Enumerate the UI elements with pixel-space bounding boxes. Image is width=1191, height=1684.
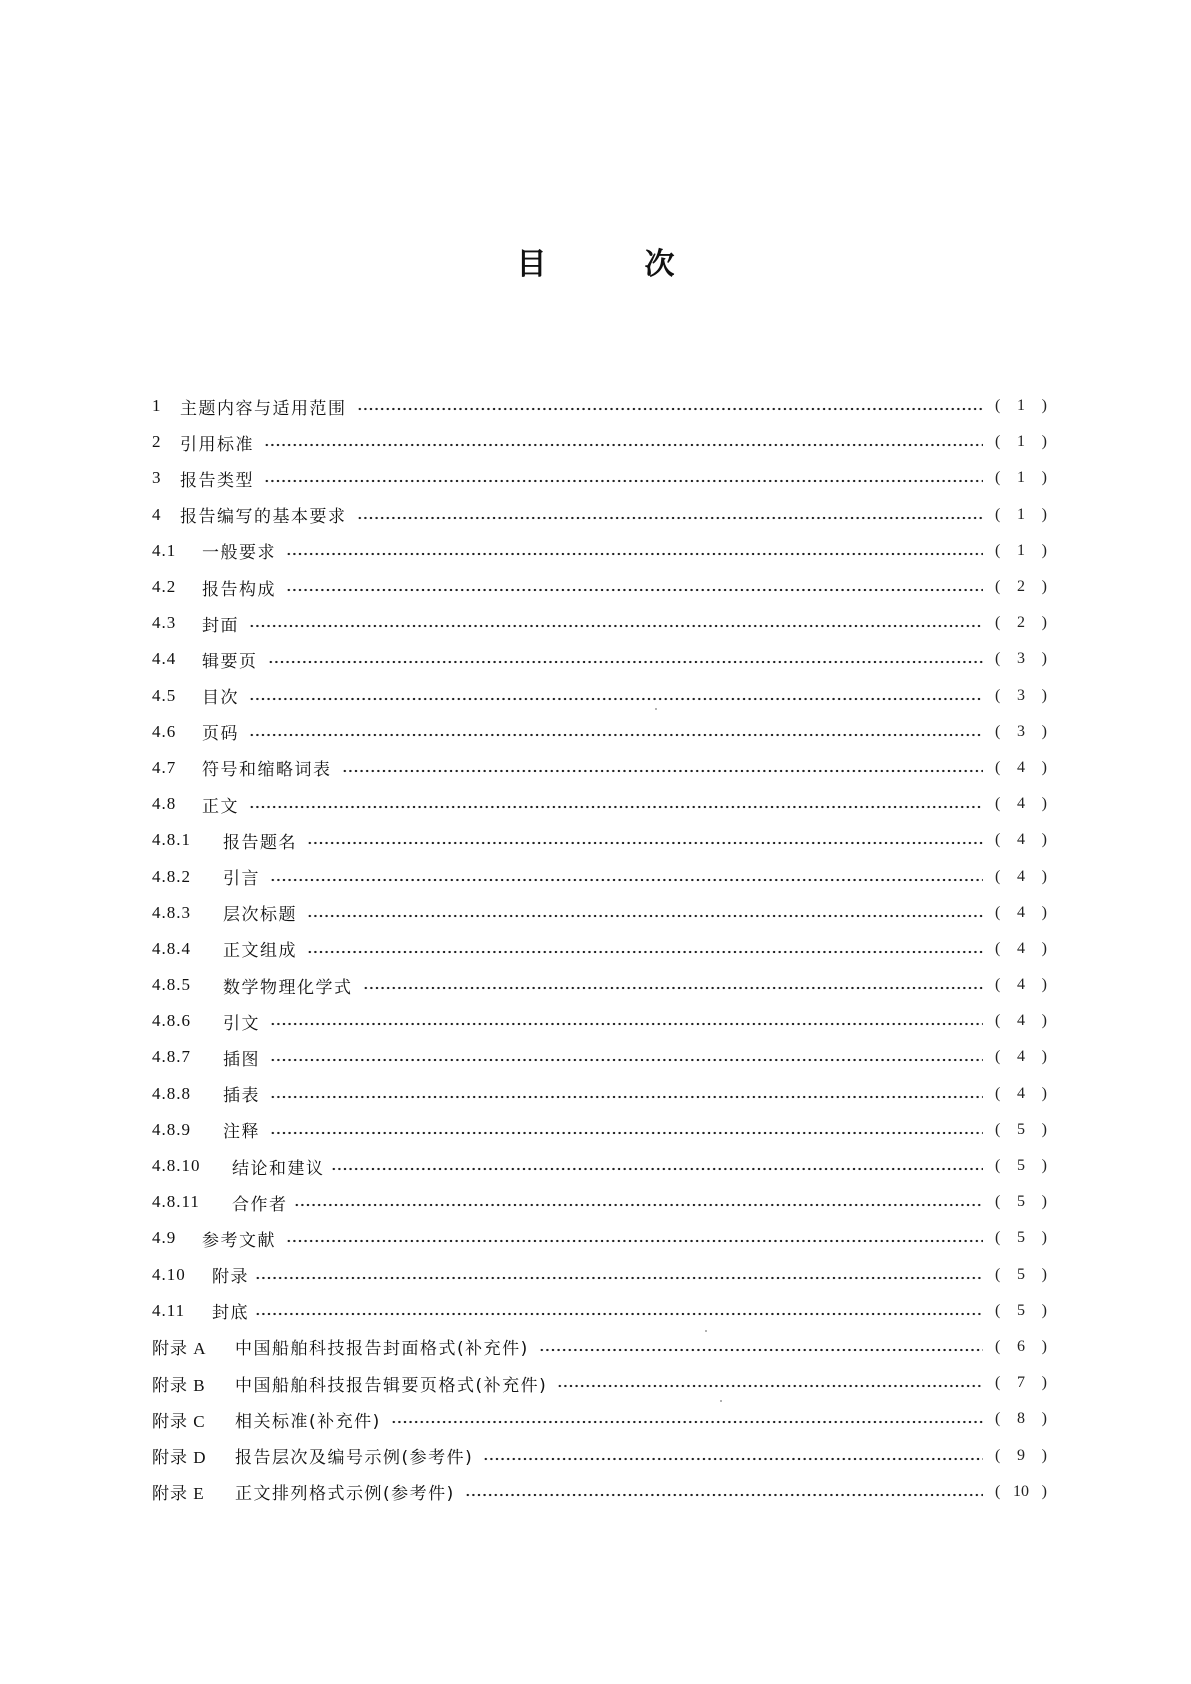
toc-entry-number: 4.2 <box>152 577 177 597</box>
toc-entry-label[interactable]: 报告构成 <box>202 579 276 600</box>
page-number: 4 <box>1017 1048 1025 1066</box>
page-paren-close: ) <box>1041 1446 1047 1464</box>
page-paren-close: ) <box>1041 469 1047 487</box>
toc-entry-label[interactable]: 报告类型 <box>180 470 254 491</box>
toc-entry-label[interactable]: 结论和建议 <box>232 1158 325 1179</box>
toc-entry-page <box>995 904 1047 922</box>
toc-entry[interactable] <box>152 424 1047 460</box>
toc-entry-page <box>995 1266 1047 1284</box>
scan-speck <box>705 1330 707 1332</box>
toc-entry-label[interactable]: 引用标准 <box>180 434 254 455</box>
page-number: 3 <box>1017 686 1025 704</box>
toc-entry-label[interactable]: 辑要页 <box>202 651 258 672</box>
toc-entry-page <box>995 1012 1047 1030</box>
toc-entry[interactable] <box>152 931 1047 967</box>
dot-leader <box>270 1094 983 1100</box>
toc-entry-page <box>995 1085 1047 1103</box>
page-number: 3 <box>1017 722 1025 740</box>
title-char-2: 次 <box>644 247 675 282</box>
page-paren-close: ) <box>1041 1410 1047 1428</box>
dot-leader <box>357 406 984 412</box>
toc-entry[interactable] <box>152 1148 1047 1184</box>
dot-leader <box>249 732 983 738</box>
table-of-contents <box>152 388 1047 1510</box>
toc-entry-number: 4.8.7 <box>152 1047 191 1067</box>
toc-entry-number: 4.1 <box>152 540 177 560</box>
page-paren-open: ( <box>995 795 1001 813</box>
toc-entry[interactable] <box>152 786 1047 822</box>
page-paren-close: ) <box>1041 505 1047 523</box>
dot-leader <box>363 985 984 991</box>
toc-entry[interactable] <box>152 1076 1047 1112</box>
dot-leader <box>270 1021 983 1027</box>
toc-entry-number: 4.7 <box>152 757 177 777</box>
toc-entry-number: 4.8.5 <box>152 975 191 995</box>
toc-entry-number: 附录 E <box>152 1484 205 1504</box>
dot-leader <box>483 1456 983 1462</box>
page-paren-close: ) <box>1041 1048 1047 1066</box>
toc-entry-number: 4.8.10 <box>152 1156 201 1176</box>
toc-entry-page <box>995 1302 1047 1320</box>
page-paren-open: ( <box>995 1229 1001 1247</box>
page-number: 1 <box>1017 469 1025 487</box>
toc-entry-label[interactable]: 封面 <box>202 615 239 636</box>
toc-entry[interactable] <box>152 1437 1047 1473</box>
page-paren-close: ) <box>1041 578 1047 596</box>
page-paren-close: ) <box>1041 433 1047 451</box>
page-number: 5 <box>1017 1265 1025 1283</box>
page-paren-close: ) <box>1041 831 1047 849</box>
toc-entry-page <box>995 397 1047 415</box>
dot-leader <box>539 1347 983 1353</box>
dot-leader <box>307 913 983 919</box>
toc-entry[interactable] <box>152 1257 1047 1293</box>
toc-entry-page <box>995 650 1047 668</box>
toc-entry-page <box>995 1338 1047 1356</box>
toc-entry[interactable] <box>152 1365 1047 1401</box>
toc-entry[interactable] <box>152 641 1047 677</box>
page-number: 1 <box>1017 433 1025 451</box>
page-paren-open: ( <box>995 939 1001 957</box>
dot-leader <box>255 1275 983 1281</box>
toc-entry-label[interactable]: 附录 <box>212 1267 249 1288</box>
page-number: 1 <box>1017 541 1025 559</box>
page-number: 2 <box>1017 614 1025 632</box>
toc-entry-number: 4.10 <box>152 1264 186 1284</box>
toc-entry-number: 4.8.9 <box>152 1119 191 1139</box>
toc-entry-label[interactable]: 正文组成 <box>223 941 297 962</box>
toc-entry-page <box>995 1374 1047 1392</box>
toc-entry-number: 4.8.2 <box>152 866 191 886</box>
scan-speck <box>720 1400 722 1402</box>
toc-entry-label[interactable]: 插表 <box>223 1086 260 1107</box>
toc-entry-label[interactable]: 中国船舶科技报告封面格式(补充件) <box>235 1339 529 1360</box>
dot-leader <box>255 1311 983 1317</box>
page-number: 4 <box>1017 1012 1025 1030</box>
page-paren-close: ) <box>1041 795 1047 813</box>
page-number: 1 <box>1017 505 1025 523</box>
page-paren-close: ) <box>1041 1193 1047 1211</box>
toc-entry-number: 4.4 <box>152 649 177 669</box>
toc-entry-number: 附录 D <box>152 1448 207 1468</box>
page-paren-close: ) <box>1041 867 1047 885</box>
toc-entry-number: 2 <box>152 432 162 452</box>
toc-entry-number: 附录 C <box>152 1411 206 1431</box>
toc-entry-label[interactable]: 一般要求 <box>202 543 276 564</box>
toc-entry-page <box>995 1229 1047 1247</box>
toc-entry-label[interactable]: 插图 <box>223 1049 260 1070</box>
page-number: 3 <box>1017 650 1025 668</box>
page-paren-close: ) <box>1041 541 1047 559</box>
page-number: 7 <box>1017 1374 1025 1392</box>
toc-entry-page <box>995 759 1047 777</box>
page-paren-close: ) <box>1041 1012 1047 1030</box>
page-paren-open: ( <box>995 1374 1001 1392</box>
page-paren-open: ( <box>995 578 1001 596</box>
page-paren-open: ( <box>995 1337 1001 1355</box>
toc-entry-number: 1 <box>152 396 162 416</box>
page-paren-open: ( <box>995 1410 1001 1428</box>
page-paren-close: ) <box>1041 1337 1047 1355</box>
toc-entry-label[interactable]: 报告编写的基本要求 <box>180 507 347 528</box>
page-paren-open: ( <box>995 686 1001 704</box>
toc-entry[interactable] <box>152 1474 1047 1510</box>
toc-entry-number: 4.8.4 <box>152 938 191 958</box>
toc-entry-number: 4.8 <box>152 794 177 814</box>
toc-entry[interactable] <box>152 822 1047 858</box>
dot-leader <box>307 840 983 846</box>
page-paren-close: ) <box>1041 1157 1047 1175</box>
dot-leader <box>357 515 984 521</box>
toc-entry-label[interactable]: 报告层次及编号示例(参考件) <box>235 1448 474 1469</box>
toc-entry-page <box>995 614 1047 632</box>
page-paren-open: ( <box>995 758 1001 776</box>
toc-entry-number: 4.11 <box>152 1300 186 1320</box>
page-paren-open: ( <box>995 469 1001 487</box>
page-paren-open: ( <box>995 1084 1001 1102</box>
dot-leader <box>249 804 983 810</box>
page-paren-open: ( <box>995 1157 1001 1175</box>
page-number: 8 <box>1017 1410 1025 1428</box>
toc-entry[interactable] <box>152 1039 1047 1075</box>
page-paren-open: ( <box>995 1012 1001 1030</box>
toc-entry[interactable] <box>152 1293 1047 1329</box>
page-paren-open: ( <box>995 1482 1001 1500</box>
page-paren-close: ) <box>1041 686 1047 704</box>
toc-entry-label[interactable]: 数学物理化学式 <box>223 977 353 998</box>
toc-entry[interactable] <box>152 388 1047 424</box>
toc-entry-number: 4 <box>152 504 162 524</box>
toc-entry-label[interactable]: 相关标准(补充件) <box>235 1411 381 1432</box>
toc-entry-label[interactable]: 引文 <box>223 1013 260 1034</box>
toc-entry-number: 4.9 <box>152 1228 177 1248</box>
toc-entry-page <box>995 868 1047 886</box>
toc-entry[interactable] <box>152 858 1047 894</box>
toc-entry-number: 4.8.11 <box>152 1192 200 1212</box>
dot-leader <box>557 1383 983 1389</box>
page-paren-open: ( <box>995 831 1001 849</box>
page-paren-close: ) <box>1041 1482 1047 1500</box>
toc-entry-label[interactable]: 报告题名 <box>223 832 297 853</box>
toc-entry-page <box>995 1121 1047 1139</box>
toc-entry-page <box>995 795 1047 813</box>
toc-entry-page <box>995 1447 1047 1465</box>
dot-leader <box>268 659 984 665</box>
page-number: 4 <box>1017 867 1025 885</box>
toc-entry[interactable] <box>152 895 1047 931</box>
dot-leader <box>331 1166 984 1172</box>
page-number: 5 <box>1017 1157 1025 1175</box>
page-paren-open: ( <box>995 867 1001 885</box>
page-number: 5 <box>1017 1229 1025 1247</box>
dot-leader <box>286 551 983 557</box>
page-paren-open: ( <box>995 397 1001 415</box>
toc-entry-number: 4.8.6 <box>152 1011 191 1031</box>
page-number: 4 <box>1017 976 1025 994</box>
page-paren-open: ( <box>995 1446 1001 1464</box>
dot-leader <box>307 949 983 955</box>
page-paren-close: ) <box>1041 1265 1047 1283</box>
page-paren-close: ) <box>1041 722 1047 740</box>
toc-entry-page <box>995 469 1047 487</box>
toc-entry[interactable] <box>152 714 1047 750</box>
toc-entry-number: 附录 A <box>152 1339 207 1359</box>
page-paren-open: ( <box>995 1120 1001 1138</box>
page-paren-open: ( <box>995 505 1001 523</box>
page-number: 4 <box>1017 795 1025 813</box>
page-paren-close: ) <box>1041 1084 1047 1102</box>
page-paren-close: ) <box>1041 976 1047 994</box>
toc-entry[interactable] <box>152 967 1047 1003</box>
toc-entry-label[interactable]: 引言 <box>223 869 260 890</box>
dot-leader <box>286 587 983 593</box>
page-paren-close: ) <box>1041 614 1047 632</box>
dot-leader <box>249 696 983 702</box>
toc-entry[interactable] <box>152 605 1047 641</box>
toc-entry-page <box>995 831 1047 849</box>
toc-entry-number: 3 <box>152 468 162 488</box>
toc-entry[interactable] <box>152 460 1047 496</box>
page-number: 4 <box>1017 758 1025 776</box>
page-paren-open: ( <box>995 1301 1001 1319</box>
toc-entry-label[interactable]: 页码 <box>202 724 239 745</box>
toc-entry-label[interactable]: 注释 <box>223 1122 260 1143</box>
page-paren-close: ) <box>1041 1120 1047 1138</box>
toc-entry-page <box>995 723 1047 741</box>
toc-entry-label[interactable]: 层次标题 <box>223 905 297 926</box>
toc-entry-page <box>995 542 1047 560</box>
page-paren-open: ( <box>995 903 1001 921</box>
toc-entry-page <box>995 687 1047 705</box>
toc-entry-label[interactable]: 封底 <box>212 1303 249 1324</box>
page-number: 4 <box>1017 1084 1025 1102</box>
dot-leader <box>294 1202 984 1208</box>
toc-entry-page <box>995 1193 1047 1211</box>
page-number: 4 <box>1017 831 1025 849</box>
page-title <box>0 245 1191 285</box>
page-paren-open: ( <box>995 650 1001 668</box>
page-paren-close: ) <box>1041 1374 1047 1392</box>
page-number: 6 <box>1017 1337 1025 1355</box>
page-paren-open: ( <box>995 541 1001 559</box>
title-char-1: 目 <box>516 247 547 282</box>
dot-leader <box>270 877 983 883</box>
toc-entry[interactable] <box>152 750 1047 786</box>
toc-entry-page <box>995 1048 1047 1066</box>
toc-entry[interactable] <box>152 1401 1047 1437</box>
toc-entry-label[interactable]: 参考文献 <box>202 1230 276 1251</box>
toc-entry-number: 4.8.8 <box>152 1083 191 1103</box>
scan-speck <box>655 708 657 710</box>
toc-entry-label[interactable]: 合作者 <box>232 1194 288 1215</box>
page-paren-close: ) <box>1041 650 1047 668</box>
toc-entry-number: 4.5 <box>152 685 177 705</box>
toc-entry-page <box>995 433 1047 451</box>
page-number: 9 <box>1017 1446 1025 1464</box>
toc-entry-page <box>995 940 1047 958</box>
page-paren-close: ) <box>1041 903 1047 921</box>
page-paren-close: ) <box>1041 939 1047 957</box>
page-paren-open: ( <box>995 1193 1001 1211</box>
page-number: 5 <box>1017 1120 1025 1138</box>
page-paren-open: ( <box>995 722 1001 740</box>
toc-entry-label[interactable]: 目次 <box>202 688 239 709</box>
page-paren-open: ( <box>995 614 1001 632</box>
toc-entry[interactable] <box>152 1329 1047 1365</box>
page-paren-close: ) <box>1041 1301 1047 1319</box>
toc-entry-page <box>995 976 1047 994</box>
page-number: 4 <box>1017 939 1025 957</box>
toc-entry-number: 附录 B <box>152 1375 206 1395</box>
page-number: 10 <box>1013 1482 1029 1500</box>
toc-entry-page <box>995 1157 1047 1175</box>
toc-entry-page <box>995 1483 1047 1501</box>
page-paren-open: ( <box>995 433 1001 451</box>
dot-leader <box>270 1130 983 1136</box>
dot-leader <box>342 768 984 774</box>
dot-leader <box>286 1238 983 1244</box>
page-number: 5 <box>1017 1193 1025 1211</box>
page-number: 1 <box>1017 397 1025 415</box>
page-paren-close: ) <box>1041 1229 1047 1247</box>
toc-entry-label[interactable]: 正文排列格式示例(参考件) <box>235 1484 455 1505</box>
toc-entry[interactable] <box>152 1112 1047 1148</box>
dot-leader <box>249 623 983 629</box>
dot-leader <box>391 1419 983 1425</box>
toc-entry-number: 4.3 <box>152 613 177 633</box>
toc-entry[interactable] <box>152 533 1047 569</box>
toc-entry[interactable] <box>152 569 1047 605</box>
toc-entry-page <box>995 1410 1047 1428</box>
toc-entry-label[interactable]: 正文 <box>202 796 239 817</box>
toc-entry-label[interactable]: 中国船舶科技报告辑要页格式(补充件) <box>235 1375 548 1396</box>
page-paren-open: ( <box>995 1048 1001 1066</box>
toc-entry-number: 4.8.1 <box>152 830 191 850</box>
toc-entry[interactable] <box>152 678 1047 714</box>
toc-entry-page <box>995 506 1047 524</box>
toc-entry[interactable] <box>152 1003 1047 1039</box>
page-paren-open: ( <box>995 1265 1001 1283</box>
toc-entry-number: 4.8.3 <box>152 902 191 922</box>
toc-entry[interactable] <box>152 497 1047 533</box>
toc-entry[interactable] <box>152 1184 1047 1220</box>
page-number: 4 <box>1017 903 1025 921</box>
page-paren-close: ) <box>1041 758 1047 776</box>
toc-entry-label[interactable]: 主题内容与适用范围 <box>180 398 347 419</box>
page-paren-close: ) <box>1041 397 1047 415</box>
page-paren-open: ( <box>995 976 1001 994</box>
toc-entry[interactable] <box>152 1220 1047 1256</box>
dot-leader <box>264 442 983 448</box>
dot-leader <box>270 1057 983 1063</box>
dot-leader <box>264 478 983 484</box>
page-number: 2 <box>1017 578 1025 596</box>
toc-entry-number: 4.6 <box>152 721 177 741</box>
dot-leader <box>465 1492 983 1498</box>
toc-entry-page <box>995 578 1047 596</box>
page-number: 5 <box>1017 1301 1025 1319</box>
toc-entry-label[interactable]: 符号和缩略词表 <box>202 760 332 781</box>
